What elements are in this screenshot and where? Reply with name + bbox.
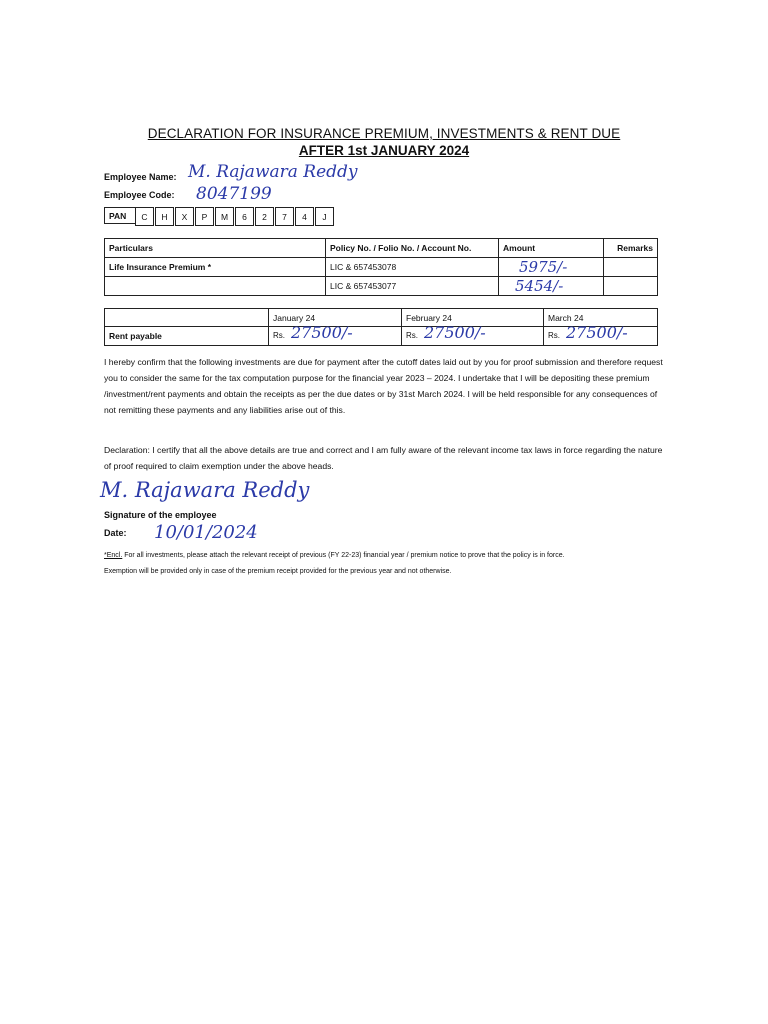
pan-char: J [315, 207, 334, 226]
pan-char: 2 [255, 207, 274, 226]
pan-char: 7 [275, 207, 294, 226]
remarks-cell [604, 277, 658, 296]
currency-label: Rs. [273, 331, 285, 340]
pan-char: C [135, 207, 154, 226]
pan-char: P [195, 207, 214, 226]
policy-cell: LIC & 657453078 [326, 258, 499, 277]
rent-amount: 27500/- [566, 323, 628, 342]
date-value: 10/01/2024 [154, 522, 258, 543]
signature-handwriting: M. Rajawara Reddy [100, 478, 310, 502]
table-header-row [105, 239, 658, 258]
month-header: March 24 [544, 309, 658, 327]
currency-label: Rs. [548, 331, 560, 340]
rent-label: Rent payable [105, 327, 269, 346]
particulars-cell: Life Insurance Premium * [105, 258, 326, 277]
rent-amount: 27500/- [291, 323, 353, 342]
rent-table [104, 308, 658, 346]
signature-label: Signature of the employee [104, 510, 217, 520]
pan-char: 6 [235, 207, 254, 226]
declaration-paragraph: Declaration: I certify that all the above details are true and correct and I am fully aware of the relevant income tax laws in force regarding the nature of proof required to claim exemption under the above heads. [104, 445, 663, 471]
amount-cell: 5975/- [519, 258, 568, 276]
table-row [105, 258, 658, 277]
amount-cell: 5454/- [515, 277, 564, 295]
table-row [105, 327, 658, 346]
pan-boxes [104, 207, 335, 226]
page-title: DECLARATION FOR INSURANCE PREMIUM, INVESTMENTS & RENT DUE [147, 126, 621, 141]
table-row [105, 277, 658, 296]
date-label: Date: [104, 528, 127, 538]
particulars-cell [105, 277, 326, 296]
remarks-cell [604, 258, 658, 277]
insurance-table [104, 238, 658, 296]
month-header: February 24 [402, 309, 544, 327]
pan-label: PAN [104, 207, 136, 224]
footnote-text: For all investments, please attach the relevant receipt of previous (FY 22-23) financial year / premium notice to prove that the policy is in force. [122, 552, 565, 559]
policy-cell: LIC & 657453077 [326, 277, 499, 296]
employee-name-label: Employee Name: [104, 172, 177, 182]
column-header: Particulars [105, 239, 326, 258]
pan-char: X [175, 207, 194, 226]
pan-char: M [215, 207, 234, 226]
employee-code-label: Employee Code: [104, 190, 175, 200]
footnote-line-2: Exemption will be provided only in case of the premium receipt provided for the previous year and not otherwise. [104, 568, 452, 575]
column-header: Remarks [604, 239, 658, 258]
month-header: January 24 [269, 309, 402, 327]
encl-label: *Encl. [104, 552, 123, 559]
column-header: Amount [499, 239, 604, 258]
employee-code-value: 8047199 [196, 184, 272, 204]
pan-char: H [155, 207, 174, 226]
currency-label: Rs. [406, 331, 418, 340]
pan-char: 4 [295, 207, 314, 226]
page-subtitle: AFTER 1st JANUARY 2024 [298, 143, 470, 158]
rent-amount: 27500/- [424, 323, 486, 342]
employee-name-value: M. Rajawara Reddy [188, 162, 358, 182]
confirmation-paragraph: I hereby confirm that the following investments are due for payment after the cutoff dates laid out by you for proof submission and therefore request you to consider the same for the tax computation purpose for the financial year 2023 – 2024. I undertake that I will be depositing these premium /investment/rent payments and obtain the receipts as per the due dates or by 31st March 2024. I will be held responsible for any consequences of not remitting these payments and any liabilities arise out of this. [104, 357, 663, 415]
footnote-line-1 [104, 548, 664, 564]
column-header: Policy No. / Folio No. / Account No. [326, 239, 499, 258]
